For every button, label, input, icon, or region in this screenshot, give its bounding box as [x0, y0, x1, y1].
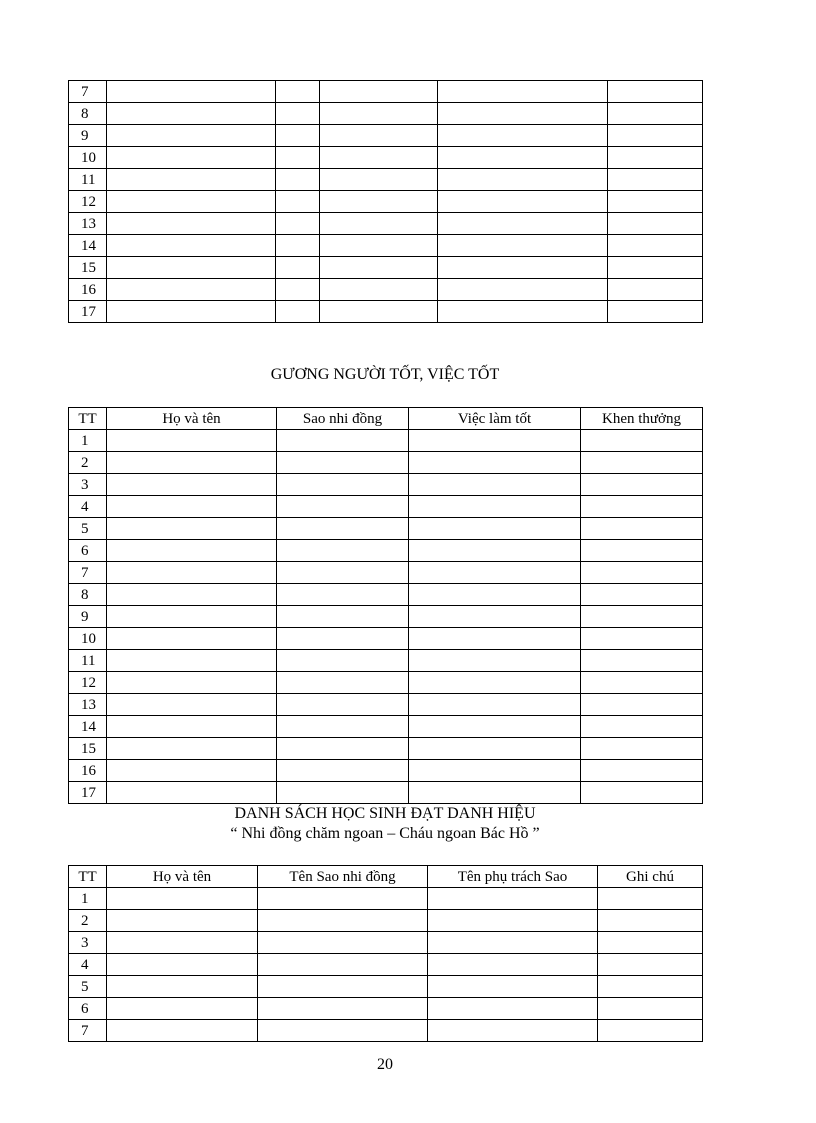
row-number: 1 — [69, 888, 107, 910]
row-number: 3 — [69, 932, 107, 954]
empty-cell — [409, 738, 581, 760]
empty-cell — [107, 235, 276, 257]
empty-cell — [598, 954, 703, 976]
table-row — [69, 628, 703, 650]
empty-cell — [320, 81, 438, 103]
empty-cell — [258, 888, 428, 910]
empty-cell — [277, 452, 409, 474]
empty-cell — [608, 191, 703, 213]
empty-cell — [598, 932, 703, 954]
empty-cell — [107, 606, 277, 628]
table-row — [69, 301, 703, 323]
header-tt: TT — [69, 408, 107, 430]
empty-cell — [277, 562, 409, 584]
empty-cell — [438, 81, 608, 103]
empty-cell — [320, 191, 438, 213]
empty-cell — [409, 694, 581, 716]
empty-cell — [276, 235, 320, 257]
empty-cell — [608, 279, 703, 301]
table-row — [69, 888, 703, 910]
empty-cell — [277, 606, 409, 628]
row-number: 12 — [69, 672, 107, 694]
table-row — [69, 650, 703, 672]
empty-cell — [608, 147, 703, 169]
empty-cell — [581, 738, 703, 760]
empty-cell — [276, 191, 320, 213]
empty-cell — [428, 954, 598, 976]
empty-cell — [608, 169, 703, 191]
table-row — [69, 235, 703, 257]
table-row — [69, 672, 703, 694]
empty-cell — [107, 301, 276, 323]
table-row — [69, 910, 703, 932]
empty-cell — [428, 1020, 598, 1042]
table-header-row — [69, 866, 703, 888]
empty-cell — [428, 910, 598, 932]
empty-cell — [107, 81, 276, 103]
empty-cell — [438, 301, 608, 323]
empty-cell — [258, 1020, 428, 1042]
empty-cell — [608, 103, 703, 125]
empty-cell — [107, 518, 277, 540]
table-row — [69, 169, 703, 191]
empty-cell — [409, 518, 581, 540]
empty-cell — [107, 738, 277, 760]
header-reward: Khen thưởng — [581, 408, 703, 430]
table-row — [69, 452, 703, 474]
row-number: 8 — [69, 103, 107, 125]
empty-cell — [320, 279, 438, 301]
empty-cell — [598, 976, 703, 998]
row-number: 2 — [69, 452, 107, 474]
empty-cell — [320, 213, 438, 235]
empty-cell — [581, 562, 703, 584]
table-row — [69, 81, 703, 103]
empty-cell — [320, 235, 438, 257]
empty-cell — [581, 782, 703, 804]
header-tt: TT — [69, 866, 107, 888]
table-row — [69, 584, 703, 606]
empty-cell — [107, 650, 277, 672]
empty-cell — [277, 474, 409, 496]
empty-cell — [258, 910, 428, 932]
empty-cell — [598, 998, 703, 1020]
table-row — [69, 694, 703, 716]
table-row — [69, 213, 703, 235]
row-number: 13 — [69, 694, 107, 716]
row-number: 10 — [69, 147, 107, 169]
empty-cell — [276, 279, 320, 301]
header-star-leader: Tên phụ trách Sao — [428, 866, 598, 888]
row-number: 2 — [69, 910, 107, 932]
section-title-good-deeds: GƯƠNG NGƯỜI TỐT, VIỆC TỐT — [270, 366, 500, 383]
empty-cell — [107, 430, 277, 452]
empty-cell — [598, 888, 703, 910]
empty-cell — [428, 998, 598, 1020]
empty-cell — [608, 125, 703, 147]
empty-cell — [608, 301, 703, 323]
empty-cell — [107, 279, 276, 301]
empty-cell — [409, 584, 581, 606]
table-row — [69, 103, 703, 125]
empty-cell — [276, 169, 320, 191]
table-honor-list — [68, 865, 703, 1042]
empty-cell — [107, 540, 277, 562]
empty-cell — [277, 738, 409, 760]
empty-cell — [581, 650, 703, 672]
empty-cell — [409, 782, 581, 804]
empty-cell — [428, 976, 598, 998]
table-row — [69, 998, 703, 1020]
empty-cell — [438, 257, 608, 279]
table-row — [69, 125, 703, 147]
empty-cell — [581, 694, 703, 716]
empty-cell — [276, 213, 320, 235]
empty-cell — [277, 518, 409, 540]
table-header-row — [69, 408, 703, 430]
empty-cell — [598, 910, 703, 932]
empty-cell — [581, 584, 703, 606]
empty-cell — [608, 213, 703, 235]
table-row — [69, 738, 703, 760]
empty-cell — [277, 430, 409, 452]
empty-cell — [598, 1020, 703, 1042]
row-number: 16 — [69, 760, 107, 782]
row-number: 7 — [69, 1020, 107, 1042]
empty-cell — [107, 782, 277, 804]
header-star-group-name: Tên Sao nhi đồng — [258, 866, 428, 888]
row-number: 9 — [69, 606, 107, 628]
row-number: 14 — [69, 235, 107, 257]
section-title-honor-list: DANH SÁCH HỌC SINH ĐẠT DANH HIỆU — [234, 805, 536, 822]
row-number: 5 — [69, 518, 107, 540]
empty-cell — [608, 81, 703, 103]
row-number: 17 — [69, 782, 107, 804]
row-number: 12 — [69, 191, 107, 213]
empty-cell — [438, 103, 608, 125]
header-name: Họ và tên — [107, 866, 258, 888]
table-row — [69, 562, 703, 584]
empty-cell — [581, 496, 703, 518]
section-subtitle-honor-list: “ Nhi đồng chăm ngoan – Cháu ngoan Bác Hồ ” — [230, 825, 540, 842]
empty-cell — [428, 888, 598, 910]
row-number: 6 — [69, 998, 107, 1020]
empty-cell — [438, 191, 608, 213]
table-good-deeds — [68, 407, 703, 804]
empty-cell — [581, 474, 703, 496]
row-number: 5 — [69, 976, 107, 998]
empty-cell — [320, 125, 438, 147]
row-number: 13 — [69, 213, 107, 235]
empty-cell — [438, 235, 608, 257]
empty-cell — [107, 147, 276, 169]
row-number: 15 — [69, 738, 107, 760]
row-number: 15 — [69, 257, 107, 279]
empty-cell — [107, 562, 277, 584]
table-row — [69, 518, 703, 540]
empty-cell — [320, 169, 438, 191]
empty-cell — [581, 760, 703, 782]
table-row — [69, 606, 703, 628]
empty-cell — [276, 125, 320, 147]
empty-cell — [276, 257, 320, 279]
empty-cell — [409, 562, 581, 584]
empty-cell — [107, 1020, 258, 1042]
empty-cell — [409, 672, 581, 694]
empty-cell — [258, 932, 428, 954]
empty-cell — [277, 782, 409, 804]
empty-cell — [107, 976, 258, 998]
empty-cell — [107, 954, 258, 976]
empty-cell — [409, 540, 581, 562]
empty-cell — [438, 213, 608, 235]
empty-cell — [320, 301, 438, 323]
empty-cell — [581, 430, 703, 452]
row-number: 1 — [69, 430, 107, 452]
table-row — [69, 760, 703, 782]
empty-cell — [277, 760, 409, 782]
table-row — [69, 716, 703, 738]
empty-cell — [107, 716, 277, 738]
empty-cell — [277, 628, 409, 650]
empty-cell — [581, 716, 703, 738]
empty-cell — [107, 888, 258, 910]
empty-cell — [409, 606, 581, 628]
empty-cell — [277, 672, 409, 694]
empty-cell — [276, 81, 320, 103]
row-number: 7 — [69, 562, 107, 584]
table-row — [69, 474, 703, 496]
empty-cell — [320, 103, 438, 125]
row-number: 17 — [69, 301, 107, 323]
empty-cell — [608, 235, 703, 257]
table-row — [69, 782, 703, 804]
empty-cell — [581, 606, 703, 628]
row-number: 16 — [69, 279, 107, 301]
empty-cell — [409, 650, 581, 672]
empty-cell — [107, 191, 276, 213]
empty-cell — [438, 169, 608, 191]
empty-cell — [608, 257, 703, 279]
page-number: 20 — [377, 1056, 393, 1073]
empty-cell — [258, 976, 428, 998]
table-row — [69, 430, 703, 452]
empty-cell — [107, 694, 277, 716]
row-number: 14 — [69, 716, 107, 738]
row-number: 11 — [69, 650, 107, 672]
table-row — [69, 191, 703, 213]
empty-cell — [107, 103, 276, 125]
empty-cell — [409, 430, 581, 452]
empty-cell — [409, 716, 581, 738]
empty-cell — [107, 496, 277, 518]
row-number: 6 — [69, 540, 107, 562]
empty-cell — [107, 998, 258, 1020]
table-row — [69, 279, 703, 301]
table-row — [69, 257, 703, 279]
row-number: 8 — [69, 584, 107, 606]
row-number: 4 — [69, 496, 107, 518]
empty-cell — [581, 518, 703, 540]
empty-cell — [107, 452, 277, 474]
empty-cell — [276, 103, 320, 125]
header-notes: Ghi chú — [598, 866, 703, 888]
empty-cell — [277, 540, 409, 562]
empty-cell — [107, 169, 276, 191]
row-number: 4 — [69, 954, 107, 976]
empty-cell — [107, 257, 276, 279]
empty-cell — [107, 672, 277, 694]
empty-cell — [107, 125, 276, 147]
empty-cell — [438, 279, 608, 301]
row-number: 9 — [69, 125, 107, 147]
empty-cell — [277, 584, 409, 606]
empty-cell — [581, 540, 703, 562]
empty-cell — [409, 496, 581, 518]
empty-cell — [581, 672, 703, 694]
empty-cell — [409, 474, 581, 496]
row-number: 3 — [69, 474, 107, 496]
table-row — [69, 540, 703, 562]
table-row — [69, 976, 703, 998]
header-star-group: Sao nhi đồng — [277, 408, 409, 430]
empty-cell — [277, 650, 409, 672]
empty-cell — [258, 998, 428, 1020]
empty-cell — [277, 694, 409, 716]
empty-cell — [107, 213, 276, 235]
empty-cell — [581, 452, 703, 474]
empty-cell — [409, 760, 581, 782]
table-row — [69, 147, 703, 169]
empty-cell — [409, 452, 581, 474]
table-row — [69, 496, 703, 518]
empty-cell — [277, 716, 409, 738]
row-number: 10 — [69, 628, 107, 650]
empty-cell — [276, 301, 320, 323]
empty-cell — [409, 628, 581, 650]
empty-cell — [107, 474, 277, 496]
empty-cell — [581, 628, 703, 650]
table-row — [69, 1020, 703, 1042]
empty-cell — [107, 910, 258, 932]
empty-cell — [107, 584, 277, 606]
empty-cell — [320, 257, 438, 279]
empty-cell — [258, 954, 428, 976]
empty-cell — [320, 147, 438, 169]
empty-cell — [277, 496, 409, 518]
empty-cell — [438, 125, 608, 147]
empty-cell — [107, 760, 277, 782]
header-good-deed: Việc làm tốt — [409, 408, 581, 430]
table-continuation — [68, 80, 703, 323]
empty-cell — [107, 628, 277, 650]
empty-cell — [107, 932, 258, 954]
header-name: Họ và tên — [107, 408, 277, 430]
empty-cell — [276, 147, 320, 169]
empty-cell — [428, 932, 598, 954]
table-row — [69, 954, 703, 976]
row-number: 11 — [69, 169, 107, 191]
row-number: 7 — [69, 81, 107, 103]
empty-cell — [438, 147, 608, 169]
table-row — [69, 932, 703, 954]
